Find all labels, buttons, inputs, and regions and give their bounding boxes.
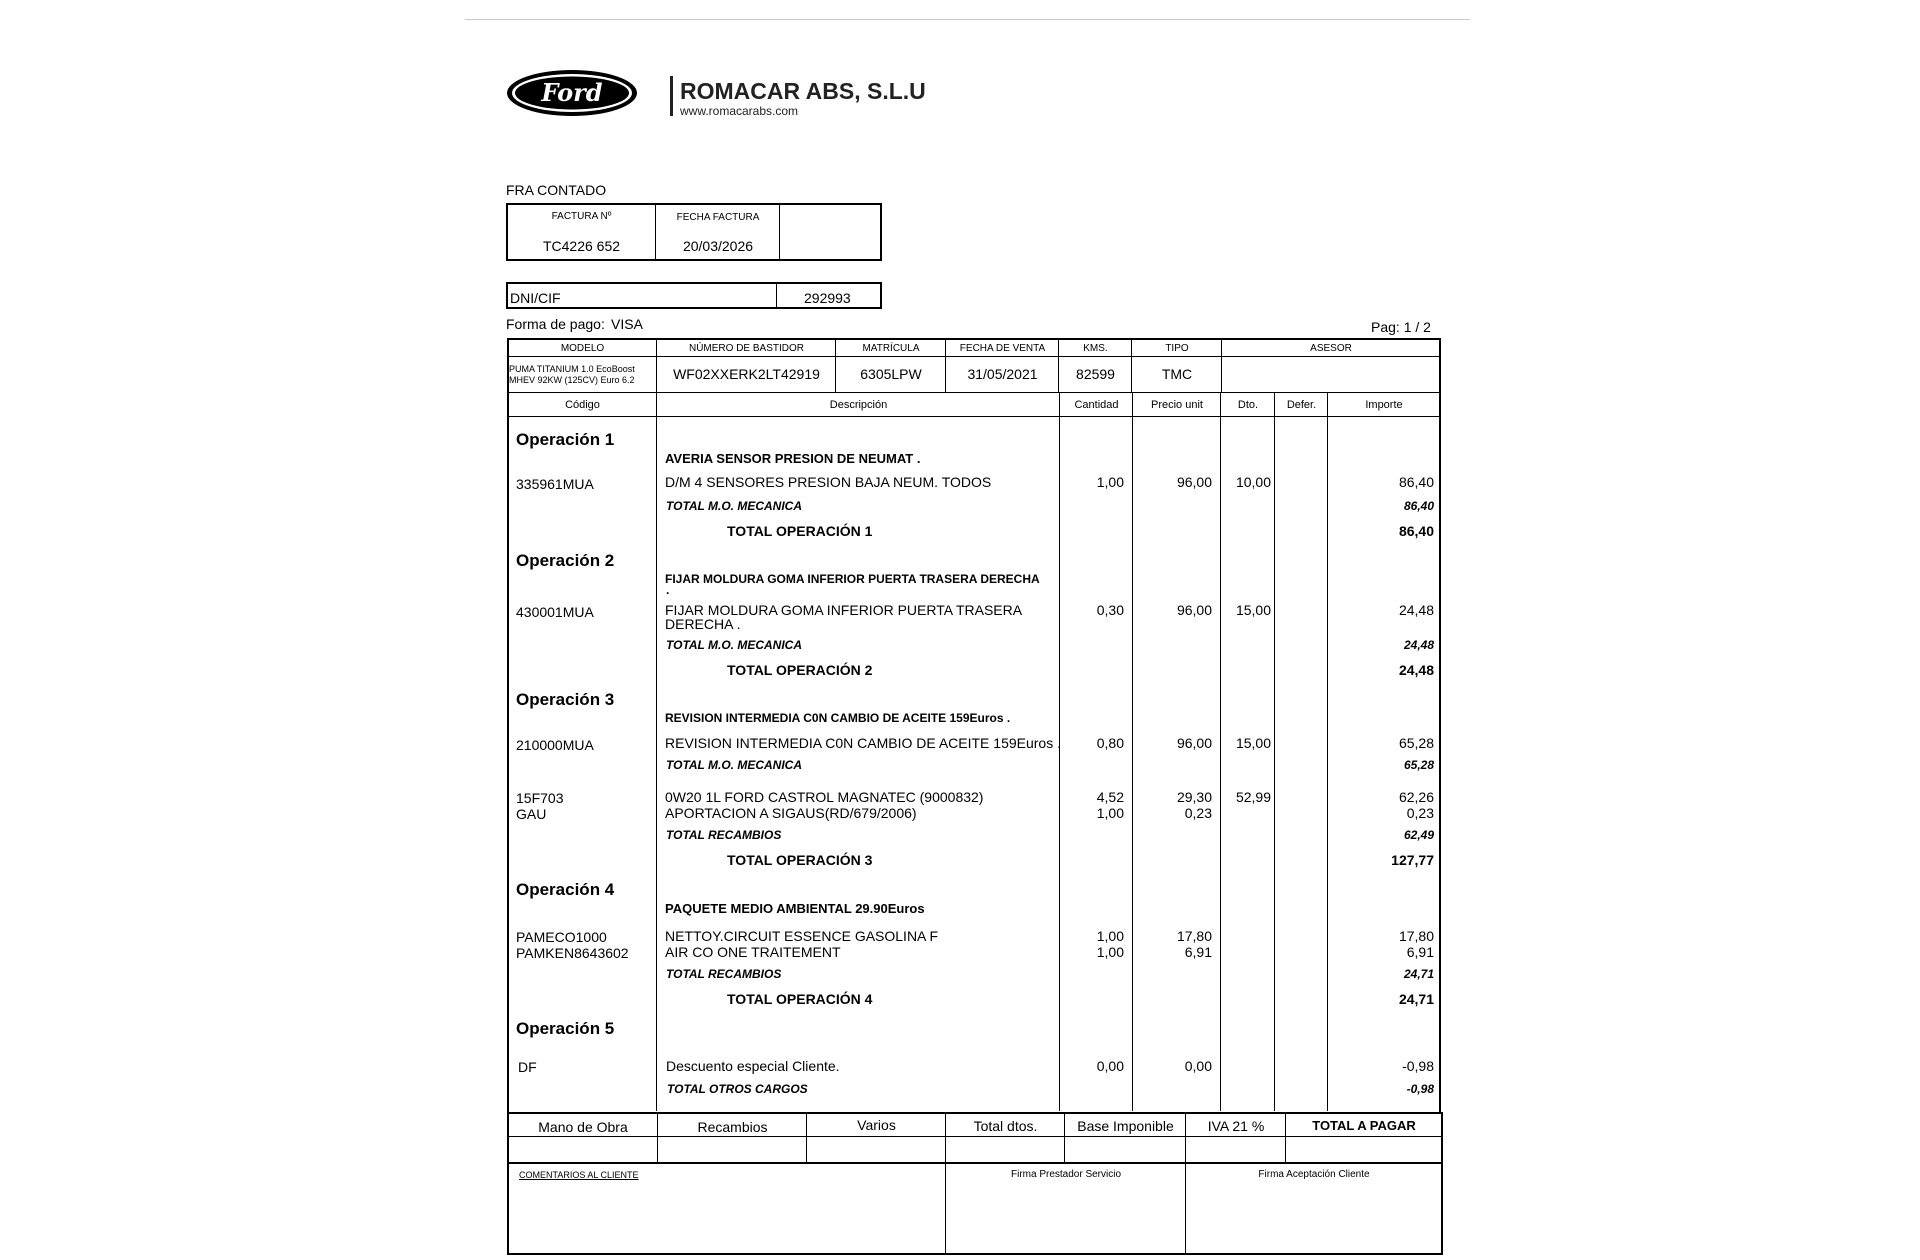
operation-title: Operación 2: [516, 551, 615, 570]
part-qty: 1,00: [1096, 944, 1124, 960]
divider: [509, 1136, 1441, 1137]
divider: [1185, 1114, 1186, 1162]
line-discount: 10,00: [1235, 474, 1271, 490]
line-qty: 0,30: [1096, 602, 1124, 618]
line-price: 96,00: [1176, 474, 1212, 490]
divider: [509, 356, 1439, 357]
part-amount: 6,91: [1406, 944, 1434, 960]
operation-title: Operación 1: [516, 430, 615, 449]
line-desc: FIJAR MOLDURA GOMA INFERIOR PUERTA TRASERA: [665, 602, 1023, 618]
part-price: 0,23: [1184, 805, 1212, 821]
divider: [945, 340, 946, 392]
part-price: 17,80: [1176, 928, 1212, 944]
total-discounts-label: Total dtos.: [973, 1118, 1038, 1134]
logo-divider: [670, 76, 673, 116]
payment-value: VISA: [611, 316, 643, 332]
col-description: Descripción: [829, 399, 888, 411]
divider: [657, 1114, 658, 1162]
part-code: 15F703: [516, 790, 564, 806]
vat-label: IVA 21 %: [1207, 1118, 1265, 1134]
ford-logo-icon: [505, 68, 639, 118]
line-code: 210000MUA: [516, 737, 594, 753]
operation-total: 24,48: [1398, 662, 1434, 678]
line-price: 96,00: [1176, 602, 1212, 618]
divider: [1132, 392, 1133, 1111]
operation-heading: AVERIA SENSOR PRESION DE NEUMAT .: [665, 451, 921, 466]
col-vin: NÚMERO DE BASTIDOR: [688, 343, 804, 354]
part-qty: 1,00: [1096, 805, 1124, 821]
part-amount: 0,23: [1406, 805, 1434, 821]
divider: [776, 284, 777, 307]
col-sale-date: FECHA DE VENTA: [959, 343, 1046, 354]
line-desc: D/M 4 SENSORES PRESION BAJA NEUM. TODOS: [665, 474, 992, 490]
operation-total-label: TOTAL OPERACIÓN 1: [727, 523, 873, 539]
line-qty: 0,80: [1096, 735, 1124, 751]
line-desc: REVISION INTERMEDIA C0N CAMBIO DE ACEITE 159Euros .: [665, 735, 1061, 751]
invoice-date-label: FECHA FACTURA: [676, 212, 760, 223]
vehicle-plate: 6305LPW: [860, 366, 922, 382]
line-amount: 24,48: [1398, 602, 1434, 618]
line-amount: 65,28: [1398, 735, 1434, 751]
divider: [835, 340, 836, 392]
divider: [1285, 1114, 1286, 1162]
col-code: Código: [565, 399, 600, 411]
dni-value: 292993: [804, 290, 851, 306]
invoice-type: FRA CONTADO: [506, 182, 607, 198]
tax-base-label: Base Imponible: [1077, 1118, 1174, 1134]
operation-heading: REVISION INTERMEDIA C0N CAMBIO DE ACEITE 159Euros .: [665, 711, 1011, 725]
divider: [509, 416, 1439, 417]
operation-total-label: TOTAL OPERACIÓN 2: [727, 662, 873, 678]
divider: [1221, 340, 1222, 392]
parts-total: 24,71: [1403, 967, 1434, 981]
part-qty: 1,00: [1096, 928, 1124, 944]
part-qty: 4,52: [1096, 789, 1124, 805]
part-code: PAMECO1000: [516, 929, 607, 945]
operation-total: 127,77: [1391, 852, 1434, 868]
part-amount: 62,26: [1398, 789, 1434, 805]
vehicle-kms: 82599: [1076, 366, 1115, 382]
line-code: DF: [518, 1059, 537, 1075]
vehicle-sale-date: 31/05/2021: [967, 366, 1038, 382]
divider: [779, 205, 780, 259]
total-misc-label: Varios: [857, 1117, 896, 1133]
subtotal-label: TOTAL M.O. MECANICA: [666, 638, 802, 652]
part-code: PAMKEN8643602: [516, 945, 629, 961]
part-desc: NETTOY.CIRCUIT ESSENCE GASOLINA F: [665, 928, 939, 944]
invoice-date: 20/03/2026: [682, 238, 754, 254]
divider: [1131, 340, 1132, 392]
divider: [509, 392, 1439, 393]
operation-heading: PAQUETE MEDIO AMBIENTAL 29.90Euros: [665, 901, 925, 916]
total-to-pay-label: TOTAL A PAGAR: [1312, 1118, 1416, 1133]
line-discount: 15,00: [1235, 735, 1271, 751]
divider: [1058, 340, 1059, 392]
vehicle-model-line1: PUMA TITANIUM 1.0 EcoBoost: [509, 364, 635, 374]
company-name: ROMACAR ABS, S.L.U: [680, 78, 926, 104]
part-price: 29,30: [1176, 789, 1212, 805]
col-deferred: Defer.: [1286, 399, 1317, 411]
subtotal-value: -0,98: [1406, 1082, 1434, 1096]
parts-total-label: TOTAL RECAMBIOS: [666, 828, 782, 842]
col-kms: KMS.: [1083, 343, 1108, 354]
vehicle-type: TMC: [1161, 366, 1193, 382]
line-code: 430001MUA: [516, 604, 594, 620]
subtotal-value: 24,48: [1403, 638, 1434, 652]
divider: [656, 392, 657, 1111]
part-discount: 52,99: [1235, 789, 1271, 805]
subtotal-label: TOTAL M.O. MECANICA: [666, 499, 802, 513]
vehicle-vin: WF02XXERK2LT42919: [673, 366, 820, 382]
col-advisor: ASESOR: [1310, 343, 1352, 354]
line-code: 335961MUA: [516, 476, 594, 492]
lines-table: [507, 338, 1441, 1114]
total-labour-label: Mano de Obra: [538, 1119, 628, 1135]
page-number: Pag: 1 / 2: [1371, 319, 1431, 335]
line-qty: 1,00: [1096, 474, 1124, 490]
operation-total-label: TOTAL OPERACIÓN 4: [727, 991, 873, 1007]
part-price: 6,91: [1184, 944, 1212, 960]
vehicle-model-line2: MHEV 92KW (125CV) Euro 6.2: [509, 375, 635, 385]
invoice-number-label: FACTURA Nº: [551, 211, 612, 222]
line-qty: 0,00: [1096, 1058, 1124, 1074]
operation-title: Operación 3: [516, 690, 615, 709]
parts-total-label: TOTAL RECAMBIOS: [666, 967, 782, 981]
divider: [945, 1114, 946, 1162]
col-quantity: Cantidad: [1074, 399, 1119, 411]
parts-total: 62,49: [1403, 828, 1434, 842]
divider: [656, 340, 657, 392]
divider: [1274, 392, 1275, 1111]
payment-label: Forma de pago:: [506, 316, 605, 332]
col-model: MODELO: [560, 343, 605, 354]
divider: [945, 1164, 946, 1253]
provider-signature-label: Firma Prestador Servicio: [1010, 1169, 1122, 1180]
subtotal-value: 86,40: [1403, 499, 1434, 513]
line-amount: -0,98: [1402, 1058, 1434, 1074]
part-amount: 17,80: [1398, 928, 1434, 944]
svg-text:Ford: Ford: [541, 78, 603, 107]
subtotal-value: 65,28: [1403, 758, 1434, 772]
invoice-number: TC4226 652: [542, 238, 621, 254]
part-code: GAU: [516, 806, 547, 822]
divider: [1059, 392, 1060, 1111]
part-desc: 0W20 1L FORD CASTROL MAGNATEC (9000832): [665, 789, 984, 805]
operation-title: Operación 5: [516, 1019, 615, 1038]
subtotal-label: TOTAL M.O. MECANICA: [666, 758, 802, 772]
line-discount: 15,00: [1235, 602, 1271, 618]
line-desc: Descuento especial Cliente.: [666, 1058, 840, 1074]
comments-label: COMENTARIOS AL CLIENTE: [519, 1170, 639, 1180]
divider: [1185, 1164, 1186, 1253]
col-plate: MATRÍCULA: [862, 343, 920, 354]
operation-total-label: TOTAL OPERACIÓN 3: [727, 852, 873, 868]
divider: [1220, 392, 1221, 1111]
operation-title: Operación 4: [516, 880, 615, 899]
part-desc: AIR CO ONE TRAITEMENT: [665, 944, 841, 960]
col-amount: Importe: [1365, 399, 1403, 411]
divider: [806, 1114, 807, 1162]
col-discount: Dto.: [1237, 399, 1259, 411]
divider: [1327, 392, 1328, 1111]
divider: [655, 205, 656, 259]
part-desc: APORTACION A SIGAUS(RD/679/2006): [665, 805, 917, 821]
line-price: 0,00: [1184, 1058, 1212, 1074]
total-parts-label: Recambios: [697, 1119, 768, 1135]
operation-total: 86,40: [1398, 523, 1434, 539]
subtotal-label: TOTAL OTROS CARGOS: [667, 1082, 808, 1096]
divider: [1064, 1114, 1065, 1162]
operation-total: 24,71: [1398, 991, 1434, 1007]
operation-heading: FIJAR MOLDURA GOMA INFERIOR PUERTA TRASERA DERECHA: [665, 572, 1040, 586]
col-unit-price: Precio unit: [1151, 399, 1203, 411]
operation-heading-cont: .: [666, 583, 670, 597]
company-website: www.romacarabs.com: [680, 104, 799, 118]
dni-label: DNI/CIF: [510, 290, 561, 306]
scan-edge-line: [465, 19, 1470, 20]
line-amount: 86,40: [1398, 474, 1434, 490]
client-signature-label: Firma Aceptación Cliente: [1258, 1169, 1370, 1180]
line-price: 96,00: [1176, 735, 1212, 751]
line-desc-cont: DERECHA .: [665, 616, 741, 632]
col-type: TIPO: [1165, 343, 1189, 354]
